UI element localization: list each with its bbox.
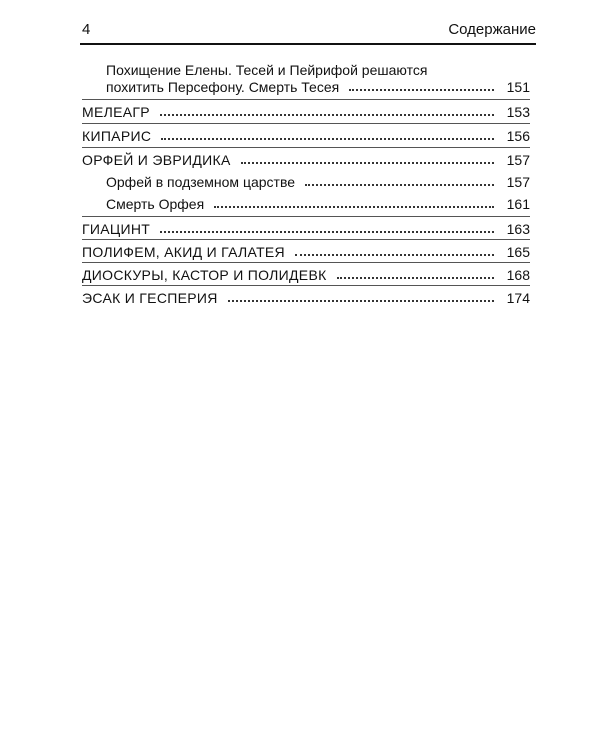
- dot-leader: [337, 277, 494, 279]
- toc-entry-title: ПОЛИФЕМ, АКИД И ГАЛАТЕЯ: [82, 244, 285, 260]
- toc-entry-title: Орфей в подземном царстве: [106, 174, 296, 190]
- dot-leader: [160, 114, 494, 116]
- toc-entry-page: 168: [506, 267, 530, 283]
- toc-entry[interactable]: [82, 285, 530, 307]
- toc-entry[interactable]: [106, 74, 530, 96]
- dot-leader: [228, 300, 494, 302]
- toc-entry-title: ЭСАК И ГЕСПЕРИЯ: [82, 290, 218, 306]
- toc-entry-page: 161: [506, 196, 530, 212]
- dot-leader: [214, 206, 494, 208]
- dot-leader: [160, 231, 494, 233]
- toc-entry[interactable]: [106, 191, 530, 213]
- toc-entry-page: 151: [506, 79, 530, 95]
- table-of-contents: [82, 0, 530, 750]
- toc-entry[interactable]: [82, 262, 530, 284]
- toc-entry-page: 156: [506, 128, 530, 144]
- toc-entry-title: МЕЛЕАГР: [82, 104, 150, 120]
- toc-entry[interactable]: [82, 123, 530, 145]
- toc-entry-title: ДИОСКУРЫ, КАСТОР И ПОЛИДЕВК: [82, 267, 327, 283]
- toc-entry[interactable]: [106, 169, 530, 191]
- toc-entry-title: ГИАЦИНТ: [82, 221, 151, 237]
- running-head: Содержание: [448, 21, 536, 38]
- toc-entry-page: 174: [506, 290, 530, 306]
- dot-leader: [161, 138, 494, 140]
- dot-leader: [305, 184, 494, 186]
- dot-leader: [241, 162, 494, 164]
- toc-entry[interactable]: [82, 216, 530, 238]
- toc-entry-page: 153: [506, 104, 530, 120]
- toc-entry[interactable]: [82, 147, 530, 169]
- toc-entry-title: Смерть Орфея: [106, 196, 205, 212]
- toc-entry-page: 163: [506, 221, 530, 237]
- toc-entry[interactable]: [82, 239, 530, 261]
- dot-leader: [295, 254, 494, 256]
- toc-entry-page: 165: [506, 244, 530, 260]
- toc-entry-page: 157: [506, 174, 530, 190]
- toc-entry[interactable]: [82, 99, 530, 121]
- toc-entry-title: ОРФЕЙ И ЭВРИДИКА: [82, 152, 231, 168]
- page-number: 4: [82, 21, 91, 38]
- toc-entry-title: похитить Персефону. Смерть Тесея: [106, 79, 340, 95]
- toc-entry-line: Похищение Елены. Тесей и Пейрифой решаются: [106, 62, 428, 78]
- toc-entry-title: КИПАРИС: [82, 128, 152, 144]
- dot-leader: [349, 89, 494, 91]
- toc-entry-page: 157: [506, 152, 530, 168]
